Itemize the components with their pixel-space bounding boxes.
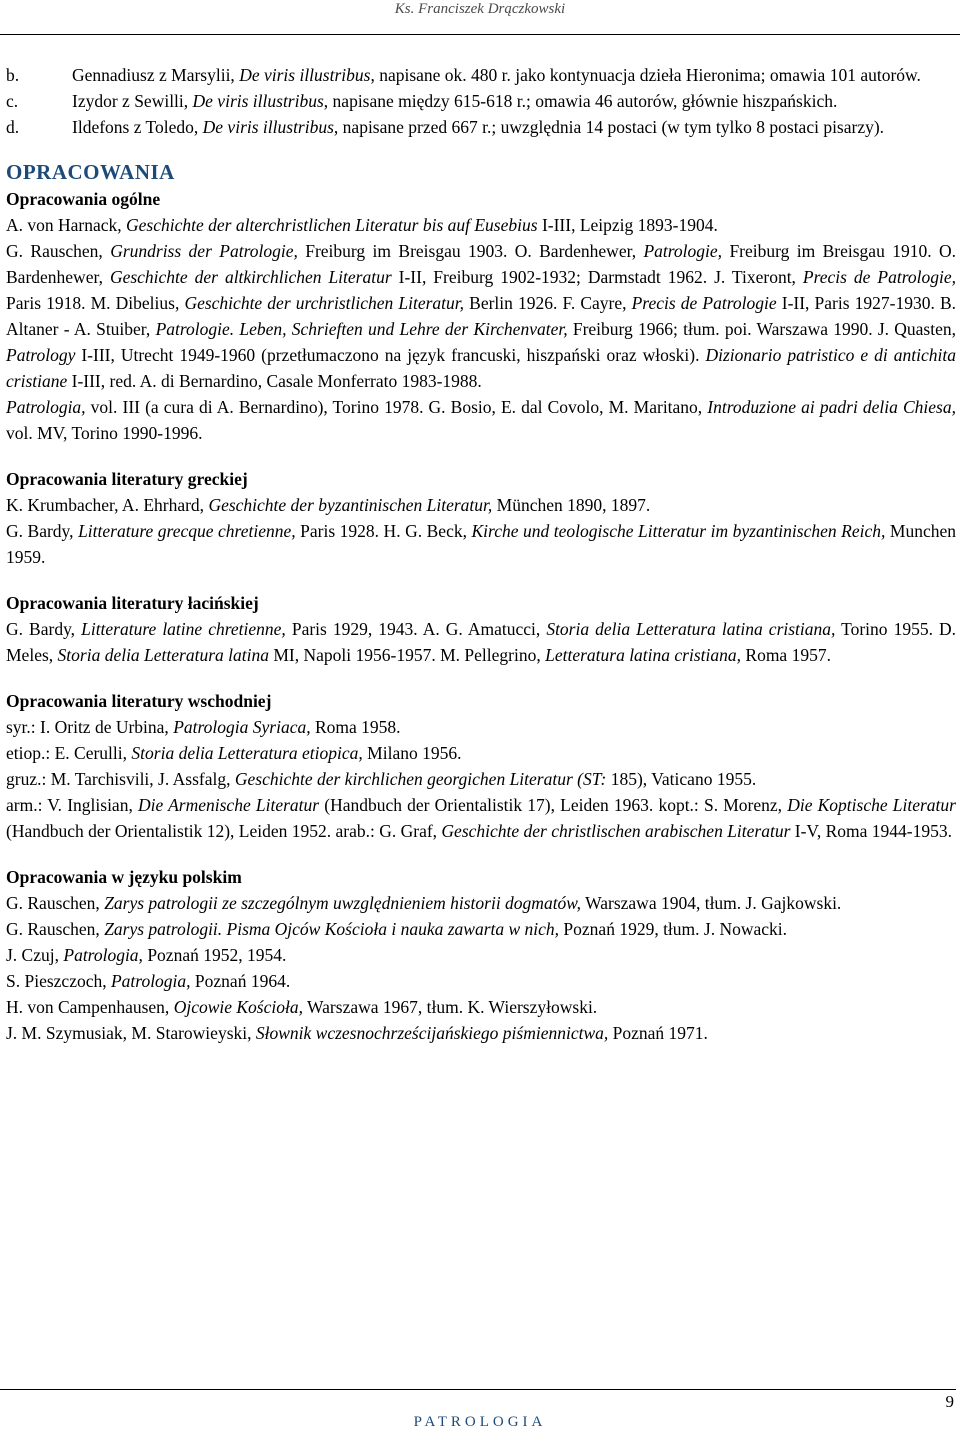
list-item bbox=[6, 114, 956, 140]
text-run: etiop.: E. Cerulli, bbox=[6, 743, 132, 763]
text-run: vol. III (a cura di A. Bernardino), Torino 1978. G. Bosio, E. dal Covolo, M. Maritano, bbox=[85, 397, 708, 417]
bibliography-entry bbox=[6, 942, 956, 968]
italic-title: Geschichte der kirchlichen georgichen Literatur (ST: bbox=[234, 769, 607, 789]
italic-title: Dizionario patristico e di antichita cristiane bbox=[6, 345, 956, 391]
text-run: (Handbuch der Orientalistik 12), Leiden 1952. arab.: G. Graf, bbox=[6, 821, 442, 841]
text-run: Milano 1956. bbox=[362, 743, 462, 763]
text-run: Paris 1928. H. G. Beck, bbox=[295, 521, 472, 541]
bibliography-sections bbox=[6, 186, 956, 1046]
text-run: , napisane ok. 480 r. jako kontynuacja dzieła Hieronima; omawia 101 autorów. bbox=[370, 65, 921, 85]
text-run: Freiburg im Breisgau 1903. O. Bardenhewer, bbox=[297, 241, 644, 261]
list-letter: b. bbox=[6, 65, 20, 85]
text-run: gruz.: M. Tarchisvili, J. Assfalg, bbox=[6, 769, 235, 789]
text-run: Warszawa 1967, tłum. K. Wierszyłowski. bbox=[302, 997, 598, 1017]
text-run: Paris 1918. M. Dibelius, bbox=[6, 293, 185, 313]
italic-title: Patrologia, bbox=[63, 945, 143, 965]
section-heading: Opracowania ogólne bbox=[6, 189, 161, 209]
section-heading: Opracowania w języku polskim bbox=[6, 867, 242, 887]
text-run: Berlin 1926. F. Cayre, bbox=[464, 293, 632, 313]
text-run: Torino 1955. D. Meles, bbox=[6, 619, 956, 665]
list-item bbox=[6, 88, 956, 114]
bibliography-entry bbox=[6, 994, 956, 1020]
bibliography-section bbox=[6, 864, 956, 1046]
text-run: Roma 1957. bbox=[741, 645, 831, 665]
text-run: , napisane między 615-618 r.; omawia 46 autorów, głównie hiszpańskich. bbox=[323, 91, 838, 111]
bibliography-section bbox=[6, 466, 956, 570]
italic-title: Kirche und teologische Litteratur im byzantinischen Reich, bbox=[471, 521, 886, 541]
italic-title: Letteratura latina cristiana, bbox=[545, 645, 742, 665]
running-head: Ks. Franciszek Drączkowski bbox=[394, 1, 566, 17]
section-title: OPRACOWANIA bbox=[6, 160, 175, 184]
bibliography-entry bbox=[6, 916, 956, 942]
text-run: Gennadiusz z Marsylii, bbox=[72, 65, 240, 85]
text-run: Poznań 1929, tłum. J. Nowacki. bbox=[559, 919, 788, 939]
text-run: G. Rauschen, bbox=[6, 241, 111, 261]
italic-title: Grundriss der Patrologie, bbox=[110, 241, 298, 261]
text-run: Ildefons z Toledo, bbox=[72, 117, 203, 137]
bibliography-entry bbox=[6, 518, 956, 570]
section-heading: Opracowania literatury greckiej bbox=[6, 469, 248, 489]
text-run: Poznań 1964. bbox=[190, 971, 291, 991]
italic-title: Die Koptische Literatur bbox=[787, 795, 956, 815]
bibliography-entry bbox=[6, 616, 956, 668]
italic-title: Patrologie, bbox=[643, 241, 723, 261]
text-run: I-V, Roma 1944-1953. bbox=[790, 821, 952, 841]
italic-title: Ojcowie Kościoła, bbox=[173, 997, 303, 1017]
list-letter: c. bbox=[6, 91, 19, 111]
text-run: Freiburg im Breisgau 1910. O. Bardenhewer, bbox=[6, 241, 956, 287]
text-run: Roma 1958. bbox=[310, 717, 401, 737]
italic-title: Patrologia, bbox=[6, 397, 86, 417]
text-run: (Handbuch der Orientalistik 17), Leiden 1963. kopt.: S. Morenz, bbox=[319, 795, 788, 815]
text-run: G. Rauschen, bbox=[6, 919, 105, 939]
italic-title: Storia delia Letteratura latina cristiana, bbox=[546, 619, 836, 639]
bibliography-entry bbox=[6, 968, 956, 994]
text-run: G. Rauschen, bbox=[6, 893, 105, 913]
text-run: I-III, red. A. di Bernardino, Casale Monferrato 1983-1988. bbox=[67, 371, 482, 391]
text-run: J. Czuj, bbox=[6, 945, 64, 965]
italic-title: De viris illustribus bbox=[192, 91, 324, 111]
text-run: MI, Napoli 1956-1957. M. Pellegrino, bbox=[269, 645, 546, 665]
text-run: Paris 1929, 1943. A. G. Amatucci, bbox=[285, 619, 547, 639]
bibliography-section bbox=[6, 590, 956, 668]
list-item bbox=[6, 62, 956, 88]
italic-title: Patrologia, bbox=[110, 971, 191, 991]
text-run: I-II, Paris 1927-1930. B. Altaner - A. Stuiber, bbox=[6, 293, 957, 339]
text-run: S. Pieszczoch, bbox=[6, 971, 111, 991]
bibliography-entry bbox=[6, 766, 956, 792]
page-content bbox=[6, 62, 956, 1046]
bibliography-section bbox=[6, 186, 956, 446]
bibliography-entry bbox=[6, 890, 956, 916]
text-run: München 1890, 1897. bbox=[492, 495, 651, 515]
text-run: G. Bardy, bbox=[6, 521, 79, 541]
italic-title: Geschichte der byzantinischen Literatur, bbox=[208, 495, 493, 515]
text-run: I-III, Leipzig 1893-1904. bbox=[537, 215, 718, 235]
text-run: G. Bardy, bbox=[6, 619, 82, 639]
italic-title: Storia delia Letteratura latina bbox=[57, 645, 269, 665]
text-run: Poznań 1971. bbox=[608, 1023, 708, 1043]
text-run: 185), Vaticano 1955. bbox=[606, 769, 757, 789]
list-letter: d. bbox=[6, 117, 20, 137]
text-run: Munchen 1959. bbox=[6, 521, 956, 567]
text-run: , napisane przed 667 r.; uwzględnia 14 postaci (w tym tylko 8 postaci pisarzy). bbox=[333, 117, 885, 137]
italic-title: Patrology bbox=[6, 345, 76, 365]
italic-title: Patrologia Syriaca, bbox=[173, 717, 311, 737]
list-item-text bbox=[72, 88, 956, 114]
text-run: arm.: V. Inglisian, bbox=[6, 795, 138, 815]
text-run: Freiburg 1966; tłum. poi. Warszawa 1990. J. Quasten, bbox=[567, 319, 956, 339]
italic-title: De viris illustribus bbox=[202, 117, 334, 137]
text-run: I-II, Freiburg 1902-1932; Darmstadt 1962. J. Tixeront, bbox=[391, 267, 803, 287]
text-run: H. von Campenhausen, bbox=[6, 997, 174, 1017]
italic-title: Patrologie. Leben, Schrieften und Lehre der Kirchenvater, bbox=[155, 319, 568, 339]
author-list bbox=[6, 62, 956, 140]
bibliography-entry bbox=[6, 1020, 956, 1046]
text-run: A. von Harnack, bbox=[6, 215, 127, 235]
section-heading: Opracowania literatury łacińskiej bbox=[6, 593, 259, 613]
bibliography-entry bbox=[6, 394, 956, 446]
bibliography-entry bbox=[6, 238, 956, 394]
header-rule bbox=[0, 34, 960, 35]
italic-title: Die Armenische Literatur bbox=[137, 795, 320, 815]
text-run: K. Krumbacher, A. Ehrhard, bbox=[6, 495, 209, 515]
text-run: J. M. Szymusiak, M. Starowieyski, bbox=[6, 1023, 256, 1043]
bibliography-entry bbox=[6, 792, 956, 844]
italic-title: Precis de Patrologie bbox=[631, 293, 777, 313]
italic-title: De viris illustribus bbox=[239, 65, 371, 85]
text-run: Izydor z Sewilli, bbox=[72, 91, 193, 111]
list-item-text bbox=[72, 62, 956, 88]
bibliography-entry bbox=[6, 492, 956, 518]
bibliography-entry bbox=[6, 740, 956, 766]
italic-title: Litterature latine chretienne, bbox=[81, 619, 286, 639]
list-item-text bbox=[72, 114, 956, 140]
text-run: I-III, Utrecht 1949-1960 (przetłumaczono na język francuski, hiszpański oraz włoski). bbox=[75, 345, 706, 365]
page-number: 9 bbox=[945, 1392, 954, 1411]
bibliography-entry bbox=[6, 212, 956, 238]
section-heading: Opracowania literatury wschodniej bbox=[6, 691, 272, 711]
italic-title: Precis de Patrologie, bbox=[802, 267, 956, 287]
italic-title: Introduzione ai padri delia Chiesa, bbox=[707, 397, 956, 417]
bibliography-section bbox=[6, 688, 956, 844]
italic-title: Litterature grecque chretienne, bbox=[78, 521, 296, 541]
italic-title: Storia delia Letteratura etiopica, bbox=[131, 743, 363, 763]
italic-title: Geschichte der urchristlichen Literatur, bbox=[184, 293, 465, 313]
italic-title: Geschichte der alterchristlichen Literatur bis auf Eusebius bbox=[126, 215, 538, 235]
italic-title: Geschichte der christlischen arabischen Literatur bbox=[441, 821, 791, 841]
italic-title: Geschichte der altkirchlichen Literatur bbox=[109, 267, 392, 287]
italic-title: Zarys patrologii ze szczególnym uwzględnieniem historii dogmatów, bbox=[104, 893, 582, 913]
footer-rule bbox=[0, 1389, 956, 1390]
italic-title: Słownik wczesnochrześcijańskiego piśmiennictwa, bbox=[255, 1023, 609, 1043]
bibliography-entry bbox=[6, 714, 956, 740]
text-run: vol. MV, Torino 1990-1996. bbox=[6, 423, 203, 443]
text-run: Warszawa 1904, tłum. J. Gajkowski. bbox=[581, 893, 842, 913]
text-run: syr.: I. Oritz de Urbina, bbox=[6, 717, 174, 737]
italic-title: Zarys patrologii. Pisma Ojców Kościoła i nauka zawarta w nich, bbox=[104, 919, 560, 939]
text-run: Poznań 1952, 1954. bbox=[142, 945, 287, 965]
footer-title: PATROLOGIA bbox=[413, 1414, 547, 1430]
